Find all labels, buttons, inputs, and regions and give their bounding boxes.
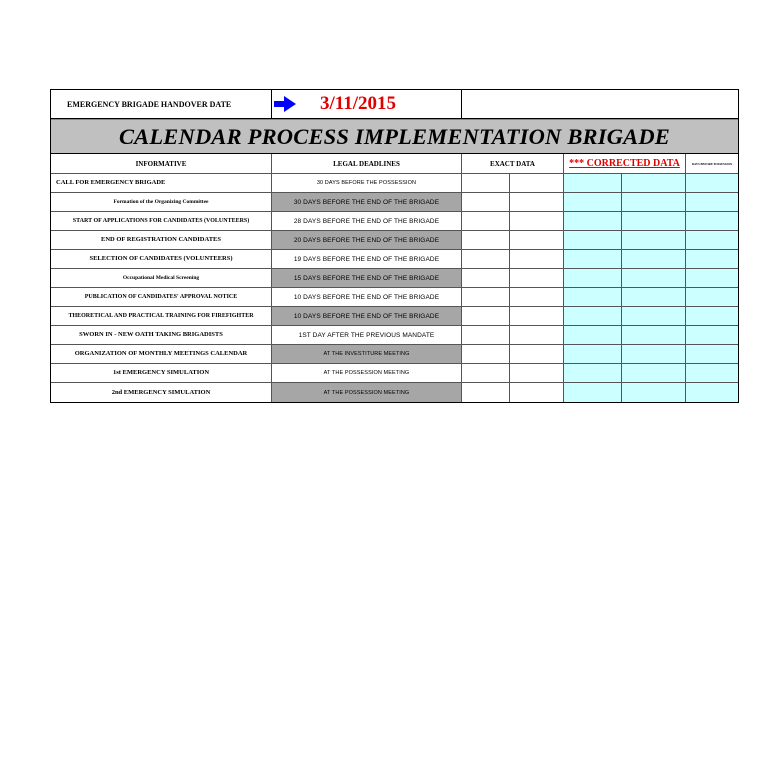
exact-data-cell[interactable] (510, 250, 564, 268)
exact-data-cell[interactable] (462, 212, 510, 230)
row-deadline: 20 DAYS BEFORE THE END OF THE BRIGADE (272, 231, 462, 249)
exact-data-cell[interactable] (510, 193, 564, 211)
corrected-data-cell[interactable] (564, 326, 622, 344)
row-deadline: 15 DAYS BEFORE THE END OF THE BRIGADE (272, 269, 462, 287)
exact-data-cell[interactable] (462, 364, 510, 382)
row-label: END OF REGISTRATION CANDIDATES (51, 231, 272, 249)
exact-data-cell[interactable] (510, 288, 564, 306)
exact-data-cell[interactable] (462, 307, 510, 325)
row-label: PUBLICATION OF CANDIDATES' APPROVAL NOTICE (51, 288, 272, 306)
blank-cell[interactable] (462, 90, 738, 118)
col-header-corrected-data: *** CORRECTED DATA (564, 154, 686, 173)
row-deadline: AT THE POSSESSION MEETING (272, 383, 462, 402)
corrected-data-cell[interactable] (622, 364, 686, 382)
exact-data-cell[interactable] (510, 269, 564, 287)
days-before-cell[interactable] (686, 231, 738, 249)
table-row (51, 383, 738, 402)
row-deadline: 10 DAYS BEFORE THE END OF THE BRIGADE (272, 307, 462, 325)
table-row (51, 288, 738, 307)
handover-label: EMERGENCY BRIGADE HANDOVER DATE (51, 90, 272, 118)
corrected-data-cell[interactable] (622, 212, 686, 230)
corrected-data-cell[interactable] (564, 212, 622, 230)
column-header-row (51, 154, 738, 174)
corrected-data-cell[interactable] (564, 364, 622, 382)
exact-data-cell[interactable] (462, 231, 510, 249)
col-header-exact-data: EXACT DATA (462, 154, 564, 173)
days-before-cell[interactable] (686, 174, 738, 192)
row-deadline: 28 DAYS BEFORE THE END OF THE BRIGADE (272, 212, 462, 230)
corrected-data-cell[interactable] (622, 326, 686, 344)
corrected-data-cell[interactable] (622, 345, 686, 363)
row-label: SELECTION OF CANDIDATES (VOLUNTEERS) (51, 250, 272, 268)
corrected-data-cell[interactable] (564, 269, 622, 287)
handover-date: 3/11/2015 (320, 93, 397, 114)
exact-data-cell[interactable] (462, 250, 510, 268)
corrected-data-cell[interactable] (622, 174, 686, 192)
days-before-cell[interactable] (686, 193, 738, 211)
col-header-days-before: DAYS BEFORE POSSESSION (686, 154, 738, 173)
days-before-cell[interactable] (686, 288, 738, 306)
exact-data-cell[interactable] (510, 364, 564, 382)
days-before-cell[interactable] (686, 269, 738, 287)
days-before-cell[interactable] (686, 345, 738, 363)
page-title: CALENDAR PROCESS IMPLEMENTATION BRIGADE (118, 123, 671, 149)
col-header-legal-deadlines: LEGAL DEADLINES (272, 154, 462, 173)
corrected-data-cell[interactable] (564, 383, 622, 402)
exact-data-cell[interactable] (462, 326, 510, 344)
table-row (51, 193, 738, 212)
title-row (51, 119, 738, 154)
table-row (51, 326, 738, 345)
row-deadline: 30 DAYS BEFORE THE END OF THE BRIGADE (272, 193, 462, 211)
corrected-data-cell[interactable] (622, 231, 686, 249)
corrected-data-cell[interactable] (564, 345, 622, 363)
row-label: CALL FOR EMERGENCY BRIGADE (51, 174, 272, 192)
corrected-data-cell[interactable] (622, 288, 686, 306)
table-row (51, 269, 738, 288)
days-before-cell[interactable] (686, 250, 738, 268)
row-label: Occupational Medical Screening (51, 269, 272, 287)
days-before-cell[interactable] (686, 326, 738, 344)
exact-data-cell[interactable] (510, 383, 564, 402)
corrected-data-cell[interactable] (564, 307, 622, 325)
row-deadline: 19 DAYS BEFORE THE END OF THE BRIGADE (272, 250, 462, 268)
row-deadline: 10 DAYS BEFORE THE END OF THE BRIGADE (272, 288, 462, 306)
spreadsheet (50, 89, 739, 403)
table-row (51, 212, 738, 231)
row-deadline: AT THE POSSESSION MEETING (272, 364, 462, 382)
row-label: 2nd EMERGENCY SIMULATION (51, 383, 272, 402)
exact-data-cell[interactable] (462, 193, 510, 211)
row-deadline: AT THE INVESTITURE MEETING (272, 345, 462, 363)
exact-data-cell[interactable] (510, 345, 564, 363)
table-row (51, 174, 738, 193)
exact-data-cell[interactable] (510, 174, 564, 192)
row-label: 1st EMERGENCY SIMULATION (51, 364, 272, 382)
table-row (51, 345, 738, 364)
corrected-data-cell[interactable] (622, 193, 686, 211)
exact-data-cell[interactable] (462, 383, 510, 402)
exact-data-cell[interactable] (462, 345, 510, 363)
row-label: SWORN IN - NEW OATH TAKING BRIGADISTS (51, 326, 272, 344)
arrow-right-icon (274, 96, 296, 112)
corrected-data-cell[interactable] (622, 307, 686, 325)
exact-data-cell[interactable] (510, 231, 564, 249)
handover-date-cell[interactable] (272, 90, 462, 118)
corrected-data-cell[interactable] (564, 193, 622, 211)
days-before-cell[interactable] (686, 307, 738, 325)
corrected-data-cell[interactable] (622, 383, 686, 402)
corrected-data-cell[interactable] (622, 250, 686, 268)
exact-data-cell[interactable] (510, 326, 564, 344)
corrected-data-cell[interactable] (564, 250, 622, 268)
table-row (51, 250, 738, 269)
days-before-cell[interactable] (686, 212, 738, 230)
table-row (51, 307, 738, 326)
exact-data-cell[interactable] (462, 269, 510, 287)
corrected-data-cell[interactable] (564, 174, 622, 192)
days-before-cell[interactable] (686, 383, 738, 402)
row-label: THEORETICAL AND PRACTICAL TRAINING FOR FIREFIGHTER (51, 307, 272, 325)
exact-data-cell[interactable] (510, 307, 564, 325)
row-deadline: 30 DAYS BEFORE THE POSSESSION (272, 174, 462, 192)
exact-data-cell[interactable] (462, 288, 510, 306)
exact-data-cell[interactable] (510, 212, 564, 230)
table-row (51, 364, 738, 383)
days-before-cell[interactable] (686, 364, 738, 382)
col-header-informative: INFORMATIVE (51, 154, 272, 173)
table-row (51, 231, 738, 250)
corrected-data-cell[interactable] (564, 231, 622, 249)
handover-row (51, 90, 738, 119)
row-label: Formation of the Organizing Committee (51, 193, 272, 211)
row-deadline: 1ST DAY AFTER THE PREVIOUS MANDATE (272, 326, 462, 344)
row-label: ORGANIZATION OF MONTHLY MEETINGS CALENDAR (51, 345, 272, 363)
exact-data-cell[interactable] (462, 174, 510, 192)
corrected-data-cell[interactable] (564, 288, 622, 306)
corrected-data-cell[interactable] (622, 269, 686, 287)
row-label: START OF APPLICATIONS FOR CANDIDATES (VOLUNTEERS) (51, 212, 272, 230)
